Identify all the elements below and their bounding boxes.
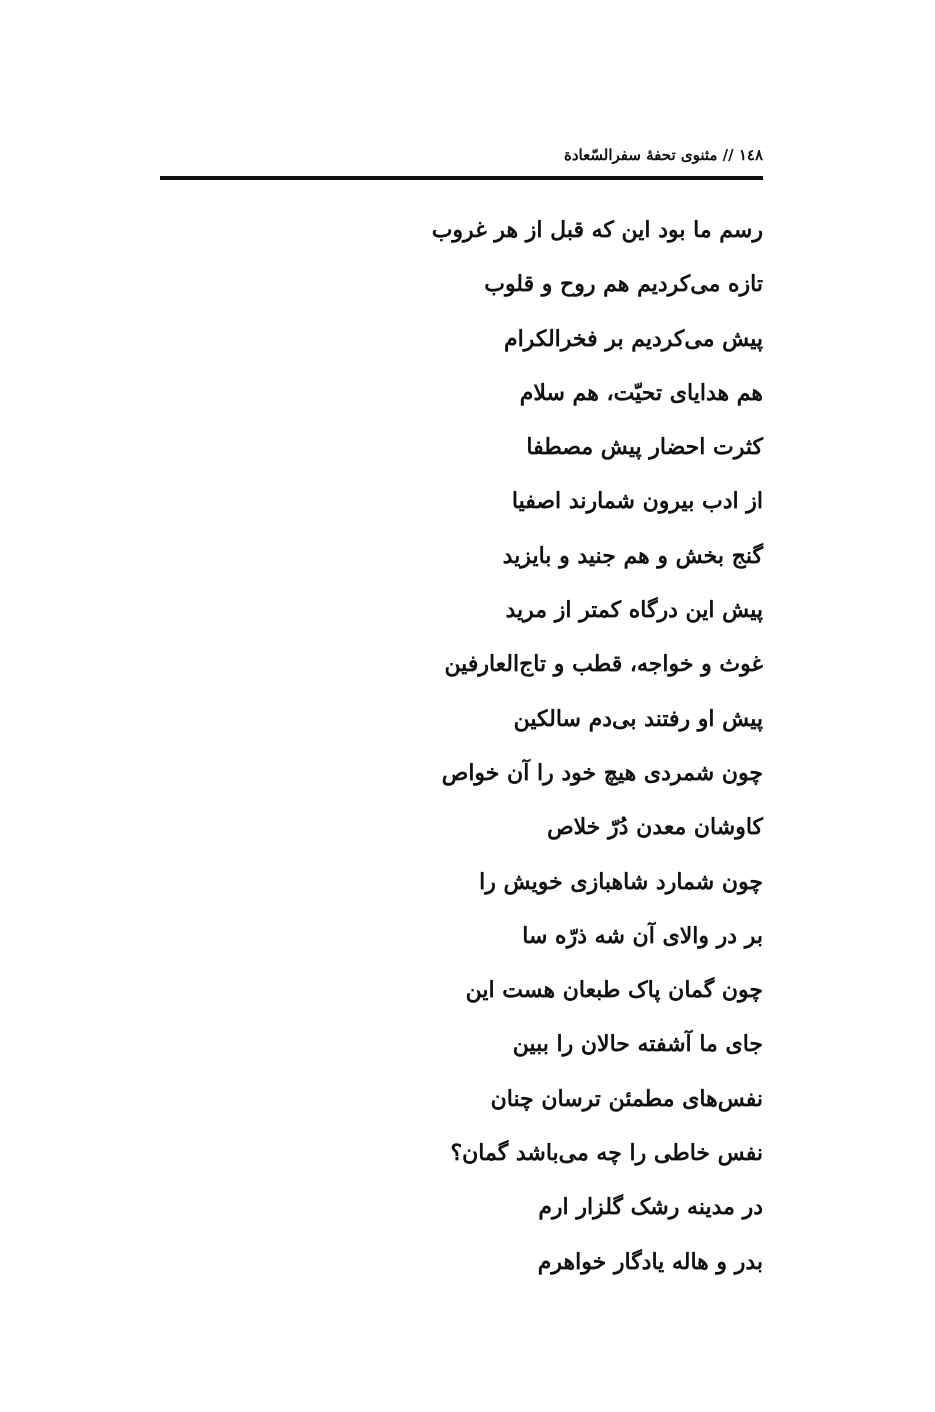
poem-body: [163, 210, 763, 1296]
verse-line: در مدینه رشک گلزار ارم: [538, 1194, 763, 1221]
header-divider: [160, 176, 763, 180]
verse-line: چون گمان پاک طبعان هست این: [465, 977, 763, 1004]
verse-line: پیش او رفتند بی‌دم سالکین: [513, 705, 763, 732]
verse-line: کاوشان معدن دُرّ خلاص: [547, 814, 763, 841]
verse-line: تازه می‌کردیم هم روح و قلوب: [484, 271, 763, 298]
verse-line: چون شمارد شاهبازی خویش را: [479, 868, 763, 895]
verse-line: گنج بخش و هم جنید و بایزید: [502, 542, 763, 569]
verse-line: از ادب بیرون شمارند اصفیا: [511, 488, 763, 515]
running-header: ١٤٨ // مثنوی تحفۀ سفرالسّعادة: [564, 146, 763, 164]
verse-line: کثرت احضار پیش مصطفا: [526, 434, 763, 461]
verse-line: بر در والای آن شه ذرّه سا: [522, 922, 763, 949]
verse-line: پیش می‌کردیم بر فخرالکرام: [503, 325, 763, 352]
verse-line: نفس‌های مطمئن ترسان چنان: [490, 1085, 763, 1112]
verse-line: پیش این درگاه کمتر از مرید: [505, 597, 763, 624]
verse-line: نفس خاطی را چه می‌باشد گمان؟: [450, 1140, 763, 1167]
verse-line: رسم ما بود این که قبل از هر غروب: [431, 217, 763, 243]
verse-line: هم هدایای تحیّت، هم سلام: [519, 379, 763, 406]
verse-line: بدر و هاله یادگار خواهرم: [537, 1248, 763, 1275]
verse-line: جای ما آشفته حالان را ببین: [512, 1031, 763, 1058]
verse-line: چون شمردی هیچ خود را آن خواص: [441, 759, 763, 786]
verse-line: غوث و خواجه، قطب و تاج‌العارفین: [444, 651, 763, 678]
